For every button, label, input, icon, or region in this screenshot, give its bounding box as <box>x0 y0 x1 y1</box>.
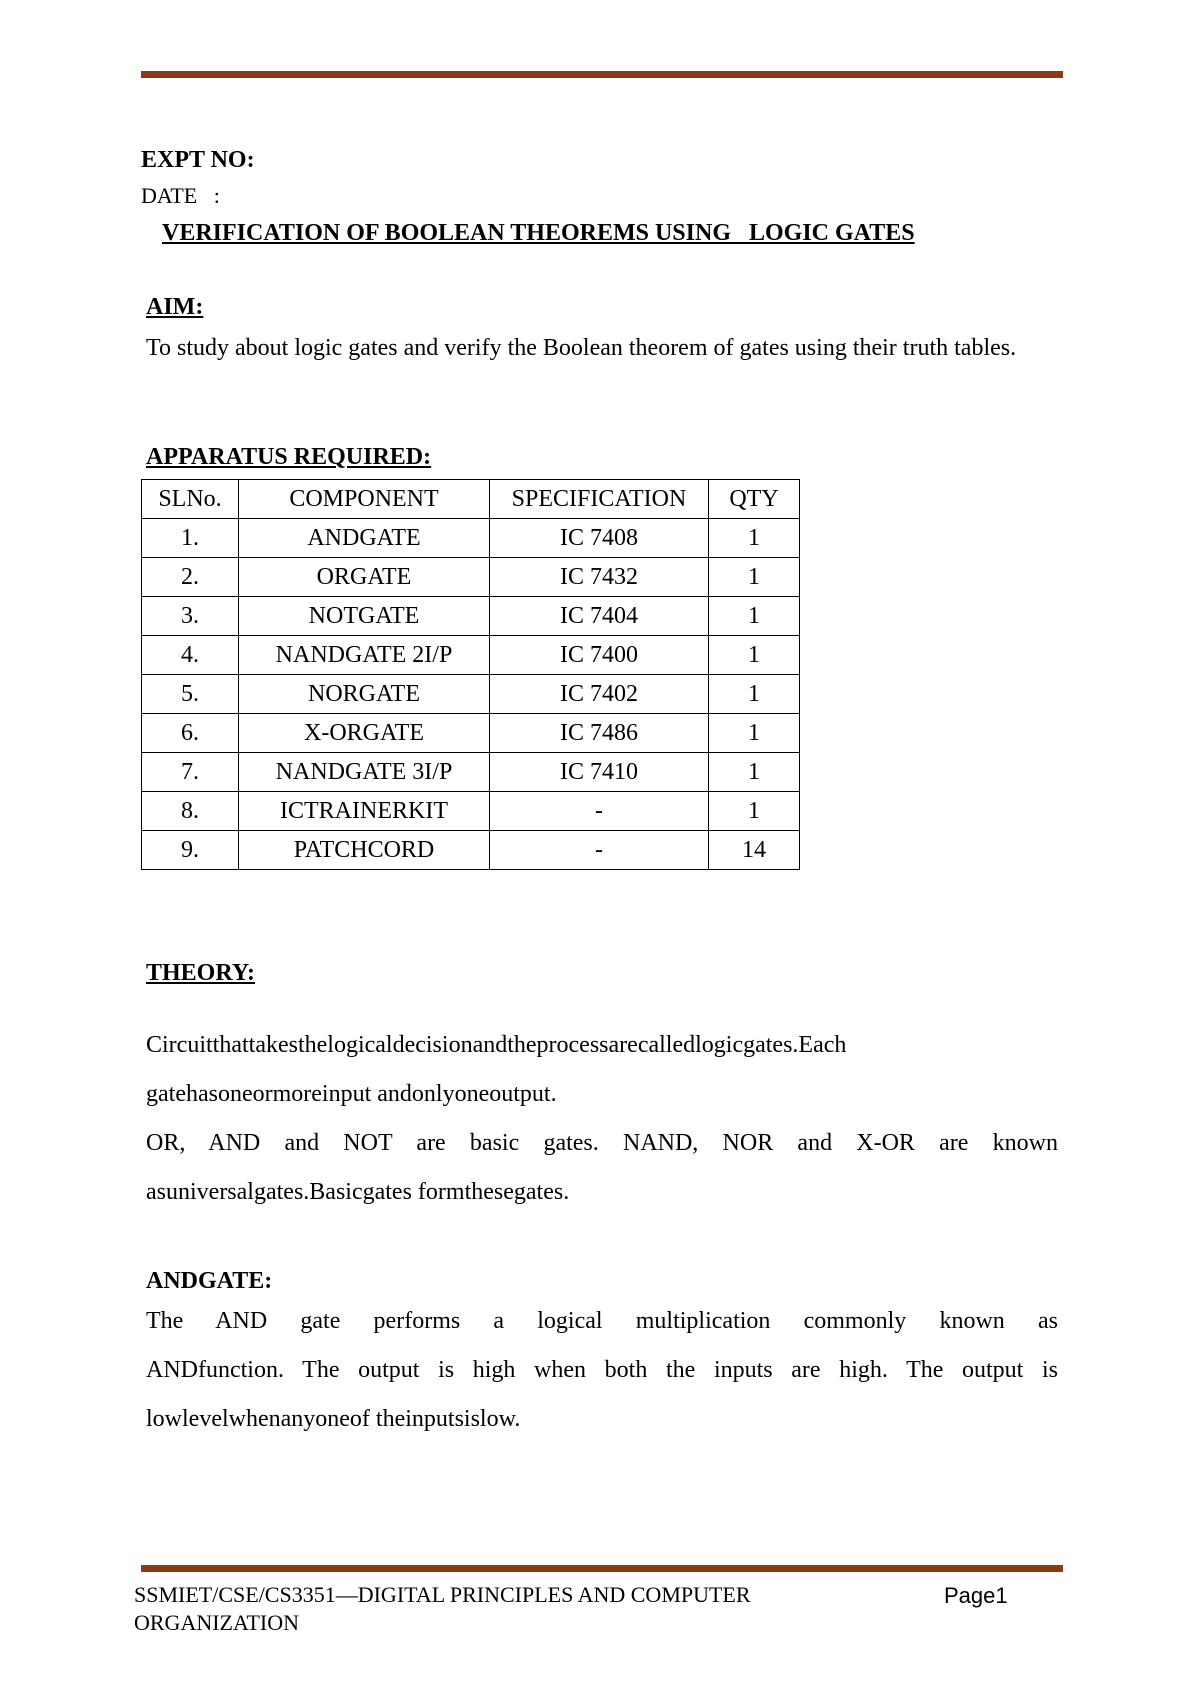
table-cell: IC 7404 <box>490 597 709 636</box>
aim-text: To study about logic gates and verify the Boolean theorem of gates using their truth tables. <box>146 335 1017 361</box>
table-cell: IC 7408 <box>490 519 709 558</box>
table-cell: PATCHCORD <box>239 831 490 870</box>
table-cell: ICTRAINERKIT <box>239 792 490 831</box>
apparatus-heading: APPARATUS REQUIRED: <box>146 444 432 470</box>
table-cell: 1 <box>709 714 800 753</box>
table-cell: 1. <box>142 519 239 558</box>
theory-body <box>146 1021 1058 1217</box>
and-gate-heading: ANDGATE: <box>146 1268 273 1294</box>
table-cell: X-ORGATE <box>239 714 490 753</box>
column-header: SLNo. <box>142 480 239 519</box>
column-header: QTY <box>709 480 800 519</box>
aim-heading: AIM: <box>146 294 204 320</box>
table-cell: 1 <box>709 792 800 831</box>
page-number: Page1 <box>944 1583 1008 1608</box>
table-cell: 2. <box>142 558 239 597</box>
table-cell: NANDGATE 3I/P <box>239 753 490 792</box>
table-row <box>142 753 800 792</box>
table-row <box>142 675 800 714</box>
table-row <box>142 519 800 558</box>
table-cell: IC 7402 <box>490 675 709 714</box>
table-cell: 3. <box>142 597 239 636</box>
table-cell: - <box>490 792 709 831</box>
table-cell: 1 <box>709 519 800 558</box>
apparatus-table <box>141 479 800 870</box>
header-rule <box>141 71 1063 78</box>
and-gate-line: lowlevelwhenanyoneof theinputsislow. <box>146 1406 521 1432</box>
theory-line: asuniversalgates.Basicgates formthesegates. <box>146 1179 570 1205</box>
table-cell: NANDGATE 2I/P <box>239 636 490 675</box>
date-label: DATE : <box>141 183 220 208</box>
footer-rule <box>141 1565 1063 1572</box>
and-gate-line: ANDfunction. The output is high when both the inputs are high. The output is <box>146 1357 1058 1383</box>
table-cell: IC 7432 <box>490 558 709 597</box>
table-cell: 8. <box>142 792 239 831</box>
table-cell: ORGATE <box>239 558 490 597</box>
theory-line: OR, AND and NOT are basic gates. NAND, NOR and X-OR are known <box>146 1130 1058 1156</box>
column-header: SPECIFICATION <box>490 480 709 519</box>
table-cell: 1 <box>709 558 800 597</box>
table-cell: 1 <box>709 636 800 675</box>
column-header: COMPONENT <box>239 480 490 519</box>
table-row <box>142 831 800 870</box>
expt-no-label: EXPT NO: <box>141 147 255 173</box>
table-cell: - <box>490 831 709 870</box>
table-cell: IC 7410 <box>490 753 709 792</box>
table-row <box>142 792 800 831</box>
table-cell: IC 7400 <box>490 636 709 675</box>
table-cell: IC 7486 <box>490 714 709 753</box>
table-row <box>142 558 800 597</box>
table-cell: NOTGATE <box>239 597 490 636</box>
table-cell: 9. <box>142 831 239 870</box>
table-cell: 1 <box>709 675 800 714</box>
table-row <box>142 714 800 753</box>
table-cell: 6. <box>142 714 239 753</box>
theory-line: Circuitthattakesthelogicaldecisionandtheprocessarecalledlogicgates.Each <box>146 1032 847 1058</box>
and-gate-line: The AND gate performs a logical multiplication commonly known as <box>146 1308 1058 1334</box>
table-cell: 1 <box>709 753 800 792</box>
table-cell: 7. <box>142 753 239 792</box>
footer-text: SSMIET/CSE/CS3351—DIGITAL PRINCIPLES AND COMPUTER ORGANIZATION <box>134 1582 751 1635</box>
table-cell: NORGATE <box>239 675 490 714</box>
table-cell: 4. <box>142 636 239 675</box>
table-header-row <box>142 480 800 519</box>
table-row <box>142 597 800 636</box>
table-cell: ANDGATE <box>239 519 490 558</box>
theory-heading: THEORY: <box>146 960 255 986</box>
and-gate-body <box>146 1297 1058 1444</box>
table-cell: 14 <box>709 831 800 870</box>
theory-line: gatehasoneormoreinput andonlyoneoutput. <box>146 1081 557 1107</box>
table-cell: 1 <box>709 597 800 636</box>
table-cell: 5. <box>142 675 239 714</box>
table-row <box>142 636 800 675</box>
document-title: VERIFICATION OF BOOLEAN THEOREMS USING LOGIC GATES <box>162 220 915 246</box>
